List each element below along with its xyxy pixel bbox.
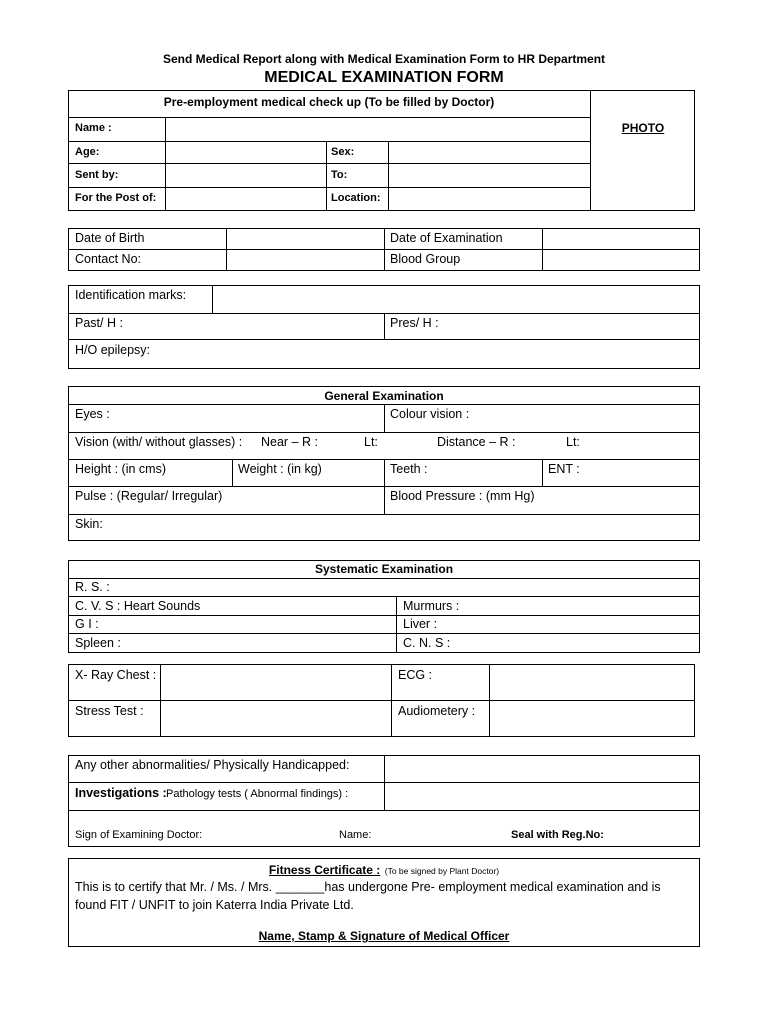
gi-label: G I : — [75, 617, 99, 631]
cns-label: C. N. S : — [403, 636, 451, 650]
xray-field[interactable] — [162, 665, 390, 699]
stress-test-field[interactable] — [162, 701, 390, 736]
doe-field[interactable] — [544, 229, 699, 248]
sex-field[interactable] — [390, 143, 589, 162]
location-field[interactable] — [390, 189, 589, 210]
stress-test-label: Stress Test : — [75, 704, 144, 718]
ecg-label: ECG : — [398, 668, 433, 682]
murmurs-label: Murmurs : — [403, 599, 460, 613]
sent-by-label: Sent by: — [75, 169, 119, 181]
certificate-heading-line — [68, 862, 700, 878]
distance-left-label: Lt: — [566, 435, 580, 449]
dob-label: Date of Birth — [75, 231, 145, 245]
investigations-field[interactable] — [386, 783, 699, 809]
form-instruction: Send Medical Report along with Medical Examination Form to HR Department — [162, 52, 606, 66]
id-marks-field[interactable] — [214, 286, 699, 312]
to-label: To: — [331, 169, 348, 181]
past-history-field[interactable] — [135, 314, 383, 338]
certificate-line-2: found FIT / UNFIT to join Katerra India Private Ltd. — [75, 898, 354, 912]
contact-label: Contact No: — [75, 252, 142, 266]
ecg-field[interactable] — [491, 665, 694, 699]
id-marks-label: Identification marks: — [75, 288, 187, 302]
other-abnormalities-label: Any other abnormalities/ Physically Handicapped: — [75, 758, 350, 772]
seal-label: Seal with Reg.No: — [511, 829, 604, 841]
post-label: For the Post of: — [75, 192, 157, 204]
general-exam-heading: General Examination — [324, 389, 444, 403]
colour-vision-label: Colour vision : — [390, 407, 470, 421]
present-history-field[interactable] — [445, 314, 699, 338]
investigations-label: Investigations : — [75, 786, 167, 800]
age-label: Age: — [75, 146, 100, 158]
near-right-label: Near – R : — [261, 435, 318, 449]
audiometry-field[interactable] — [491, 701, 694, 736]
cvs-label: C. V. S : Heart Sounds — [75, 599, 201, 613]
pathology-label: Pathology tests ( Abnormal findings) : — [166, 788, 349, 800]
skin-label: Skin: — [75, 517, 103, 531]
colour-vision-field[interactable] — [478, 405, 699, 431]
to-field[interactable] — [390, 165, 589, 186]
skin-field[interactable] — [110, 515, 699, 540]
name-field[interactable] — [167, 119, 589, 140]
weight-label: Weight : (in kg) — [238, 462, 322, 476]
other-abnormalities-field[interactable] — [386, 756, 699, 781]
photo-area[interactable] — [598, 140, 686, 204]
systematic-exam-heading: Systematic Examination — [314, 562, 454, 576]
xray-label: X- Ray Chest : — [75, 668, 157, 682]
eyes-field[interactable] — [115, 405, 383, 431]
spleen-label: Spleen : — [75, 636, 121, 650]
age-field[interactable] — [167, 143, 325, 162]
past-history-label: Past/ H : — [75, 316, 123, 330]
medical-officer-signature-label: Name, Stamp & Signature of Medical Officer — [258, 929, 510, 943]
height-label: Height : (in cms) — [75, 462, 166, 476]
eyes-label: Eyes : — [75, 407, 110, 421]
certificate-heading: Fitness Certificate : — [268, 863, 381, 877]
sent-by-field[interactable] — [167, 165, 325, 186]
sex-label: Sex: — [331, 146, 355, 158]
certificate-line-1: This is to certify that Mr. / Ms. / Mrs. _______has undergone Pre- employment medical examination and is — [75, 880, 661, 894]
liver-label: Liver : — [403, 617, 438, 631]
distance-right-label: Distance – R : — [437, 435, 516, 449]
epilepsy-label: H/O epilepsy: — [75, 343, 151, 357]
contact-field[interactable] — [228, 250, 383, 270]
rs-label: R. S. : — [75, 580, 110, 594]
epilepsy-field[interactable] — [160, 340, 699, 368]
photo-label: PHOTO — [621, 121, 665, 135]
name-label: Name : — [75, 122, 112, 134]
blood-pressure-label: Blood Pressure : (mm Hg) — [390, 489, 535, 503]
location-label: Location: — [331, 192, 381, 204]
pulse-label: Pulse : (Regular/ Irregular) — [75, 489, 223, 503]
near-left-label: Lt: — [364, 435, 378, 449]
post-field[interactable] — [167, 189, 325, 210]
blood-group-label: Blood Group — [390, 252, 461, 266]
vision-label: Vision (with/ without glasses) : — [75, 435, 243, 449]
audiometry-label: Audiometery : — [398, 704, 476, 718]
certificate-note: (To be signed by Plant Doctor) — [384, 866, 500, 876]
doctor-name-label: Name: — [339, 829, 372, 841]
blood-group-field[interactable] — [544, 250, 699, 270]
doctor-sign-label: Sign of Examining Doctor: — [75, 829, 203, 841]
present-history-label: Pres/ H : — [390, 316, 439, 330]
section-heading-preemployment: Pre-employment medical check up (To be filled by Doctor) — [163, 95, 495, 109]
teeth-label: Teeth : — [390, 462, 428, 476]
rs-field[interactable] — [115, 579, 699, 595]
dob-field[interactable] — [228, 229, 383, 248]
doe-label: Date of Examination — [390, 231, 503, 245]
ent-label: ENT : — [548, 462, 580, 476]
form-title: MEDICAL EXAMINATION FORM — [264, 69, 504, 86]
